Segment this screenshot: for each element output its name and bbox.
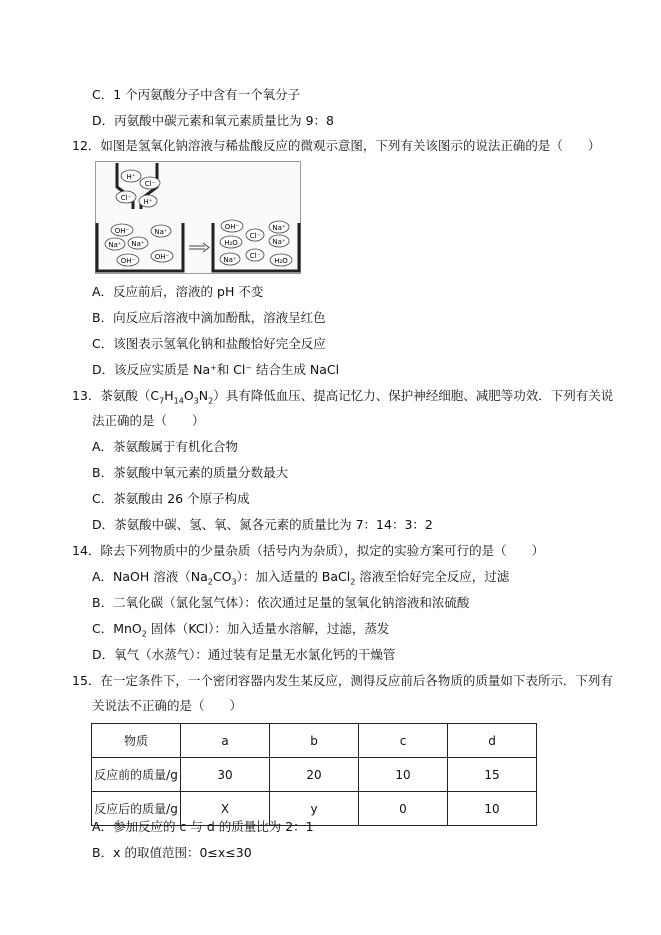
ion-left-label-5: OH⁻ bbox=[120, 257, 136, 265]
table-cell: a bbox=[181, 724, 270, 758]
mass-table bbox=[91, 723, 537, 826]
reaction-diagram bbox=[95, 161, 301, 274]
ion-top-label-3: Cl⁻ bbox=[120, 194, 132, 202]
formula-c-sub: 7 bbox=[159, 396, 165, 406]
q12-stem: 12．如图是氢氧化钠溶液与稀盐酸反应的微观示意图，下列有关该图示的说法正确的是（ ） bbox=[72, 138, 601, 153]
ion-top-label-4: H⁺ bbox=[143, 198, 153, 206]
q15-stem-line2: 关说法不正确的是（ ） bbox=[92, 698, 243, 713]
q14-a-sub2: 3 bbox=[231, 577, 237, 587]
formula-h: H bbox=[164, 388, 174, 403]
q14-option-a bbox=[92, 569, 509, 585]
q12-option-c: C．该图表示氢氧化钠和盐酸恰好完全反应 bbox=[92, 336, 326, 351]
table-cell: y bbox=[270, 792, 359, 826]
q14-a-part4: 溶液至恰好完全反应，过滤 bbox=[355, 569, 510, 584]
table-cell: b bbox=[270, 724, 359, 758]
formula-o-sub: 3 bbox=[193, 396, 199, 406]
ion-right-label-1: OH⁻ bbox=[224, 223, 240, 231]
table-cell: X bbox=[181, 792, 270, 826]
q13-option-b: B．茶氨酸中氧元素的质量分数最大 bbox=[92, 465, 289, 480]
table-cell: 反应前的质量/g bbox=[92, 758, 181, 792]
q12-option-d: D．该反应实质是 Na⁺和 Cl⁻ 结合生成 NaCl bbox=[92, 362, 340, 377]
q12-option-a: A．反应前后，溶液的 pH 不变 bbox=[92, 284, 264, 299]
formula-h-sub: 14 bbox=[173, 396, 184, 406]
table-cell: 15 bbox=[448, 758, 537, 792]
ion-right-label-4: Cl⁻ bbox=[249, 232, 261, 240]
ion-top-label-1: H⁺ bbox=[126, 173, 136, 181]
ion-right-label-8: H₂O bbox=[274, 257, 288, 265]
table-cell: d bbox=[448, 724, 537, 758]
table-row bbox=[92, 758, 537, 792]
q14-option-d: D．氧气（水蒸气）：通过装有足量无水氯化钙的干燥管 bbox=[92, 647, 396, 662]
q13-stem-prefix: 13．茶氨酸（ bbox=[72, 388, 151, 403]
q15-option-b: B．x 的取值范围：0≤x≤30 bbox=[92, 845, 252, 860]
ion-top-label-2: Cl⁻ bbox=[144, 180, 156, 188]
table-cell: 10 bbox=[359, 758, 448, 792]
ion-left-label-2: Na⁺ bbox=[154, 228, 168, 236]
formula-n: N bbox=[198, 388, 209, 403]
q13-option-d: D．茶氨酸中碳、氢、氧、氮各元素的质量比为 7：14：3：2 bbox=[92, 517, 433, 532]
q14-a-sub3: 2 bbox=[350, 577, 356, 587]
table-row bbox=[92, 724, 537, 758]
q13-stem bbox=[72, 388, 613, 404]
formula-c: C bbox=[150, 388, 160, 403]
table-cell: 30 bbox=[181, 758, 270, 792]
ion-right-label-2: Na⁺ bbox=[272, 224, 286, 232]
q14-c-part2: 固体（KCl）：加入适量水溶解，过滤，蒸发 bbox=[146, 621, 390, 636]
formula-o: O bbox=[183, 388, 194, 403]
q14-option-b: B．二氧化碳（氯化氢气体）：依次通过足量的氢氧化钠溶液和浓硫酸 bbox=[92, 595, 470, 610]
q11-option-c: C．1 个丙氨酸分子中含有一个氧分子 bbox=[92, 87, 301, 102]
q15-stem: 15．在一定条件下，一个密闭容器内发生某反应，测得反应前后各物质的质量如下表所示．下列有 bbox=[72, 673, 613, 688]
q15-option-a: A．参加反应的 c 与 d 的质量比为 2：1 bbox=[92, 819, 314, 834]
q13-stem-suffix: ）具有降低血压、提高记忆力、保护神经细胞、减肥等功效．下列有关说 bbox=[213, 388, 614, 403]
ion-right-label-6: Na⁺ bbox=[223, 256, 237, 264]
table-cell: c bbox=[359, 724, 448, 758]
q11-option-d: D．丙氨酸中碳元素和氧元素质量比为 9：8 bbox=[92, 113, 335, 128]
q13-stem-line2: 法正确的是（ ） bbox=[92, 413, 205, 428]
ion-right-label-5: Na⁺ bbox=[272, 238, 286, 246]
ion-left-label-3: Na⁺ bbox=[108, 241, 122, 249]
q14-c-sub: 2 bbox=[141, 629, 147, 639]
q14-option-c bbox=[92, 621, 389, 637]
q12-option-b: B．向反应后溶液中滴加酚酞，溶液呈红色 bbox=[92, 310, 326, 325]
q14-c-part1: C．MnO bbox=[92, 621, 142, 636]
ion-left-label-4: Na⁺ bbox=[131, 240, 145, 248]
ion-left-label-6: OH⁻ bbox=[154, 253, 170, 261]
q14-a-part3: ）：加入适量的 BaCl bbox=[236, 569, 351, 584]
ion-left-label-1: OH⁻ bbox=[114, 227, 130, 235]
formula-n-sub: 2 bbox=[208, 396, 214, 406]
table-cell: 0 bbox=[359, 792, 448, 826]
ion-right-label-7: Cl⁻ bbox=[249, 252, 261, 260]
table-cell: 10 bbox=[448, 792, 537, 826]
q14-stem: 14．除去下列物质中的少量杂质（括号内为杂质），拟定的实验方案可行的是（ ） bbox=[72, 543, 545, 558]
table-cell: 20 bbox=[270, 758, 359, 792]
q14-a-part1: A．NaOH 溶液（Na bbox=[92, 569, 208, 584]
ion-right-label-3: H₂O bbox=[224, 239, 238, 247]
q13-option-c: C．茶氨酸由 26 个原子构成 bbox=[92, 491, 250, 506]
q13-option-a: A．茶氨酸属于有机化合物 bbox=[92, 439, 239, 454]
table-cell: 反应后的质量/g bbox=[92, 792, 181, 826]
table-cell: 物质 bbox=[92, 724, 181, 758]
q14-a-sub1: 2 bbox=[207, 577, 213, 587]
q14-a-part2: CO bbox=[212, 569, 232, 584]
